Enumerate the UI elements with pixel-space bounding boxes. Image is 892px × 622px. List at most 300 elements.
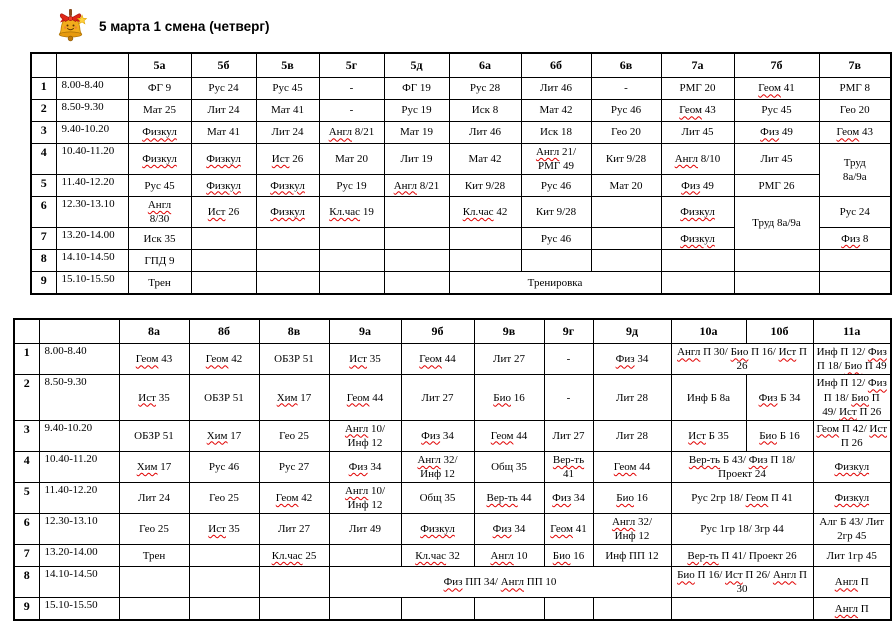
schedule-cell: Геом 43 (661, 100, 734, 122)
schedule-cell: Лит 27 (544, 420, 593, 451)
misspelled-word: Физкул (680, 206, 715, 219)
schedule-cell: Геом 44 (329, 375, 401, 420)
schedule-cell: Геом 41 (734, 78, 819, 100)
misspelled-word: Ист (208, 523, 226, 536)
class-header-9а: 9а (329, 319, 401, 344)
time-slot: 10.40-11.20 (56, 144, 128, 175)
schedule-cell: Гео 25 (119, 514, 189, 545)
misspelled-word: Физ (552, 492, 572, 505)
time-slot: 8.00-8.40 (39, 344, 119, 375)
misspelled-word: Физкул (206, 153, 241, 166)
schedule-cell: Ист 35 (119, 375, 189, 420)
misspelled-word: Геом (816, 422, 840, 435)
schedule-cell: Ист 26 (256, 144, 319, 175)
misspelled-word: Ист (688, 429, 706, 442)
schedule-cell: Англ 32/ Инф 12 (593, 514, 671, 545)
class-header-6а: 6а (449, 53, 521, 78)
class-header-6б: 6б (521, 53, 591, 78)
time-slot: 13.20-14.00 (56, 228, 128, 250)
misspelled-word: Кл.час (271, 549, 303, 562)
schedule-cell: РМГ 26 (734, 175, 819, 197)
misspelled-word: Геом (836, 126, 860, 139)
misspelled-word: Англ (500, 576, 525, 589)
time-slot: 8.50-9.30 (56, 100, 128, 122)
misspelled-word: Физ (760, 126, 780, 139)
schedule-cell (319, 250, 384, 272)
header-row (14, 319, 891, 344)
schedule-cell: Рус 45 (128, 175, 191, 197)
period-number: 6 (31, 197, 56, 228)
schedule-cell: Лит 27 (401, 375, 474, 420)
misspelled-word: Физ (867, 346, 887, 359)
schedule-cell: Тренировка (449, 272, 661, 295)
schedule-cell: Гео 20 (819, 100, 891, 122)
schedule-cell (119, 567, 189, 598)
schedule-cell: ОБЗР 51 (119, 420, 189, 451)
misspelled-word: Физ (758, 391, 778, 404)
schedule-cell (593, 598, 671, 621)
schedule-cell (191, 272, 256, 295)
schedule-cell: Лит 27 (259, 514, 329, 545)
schedule-cell: Трен (128, 272, 191, 295)
table-row (14, 514, 891, 545)
period-number: 4 (14, 451, 39, 482)
schedule-cell: Общ 35 (474, 451, 544, 482)
misspelled-word: Физкул (270, 206, 305, 219)
misspelled-word: Ист (839, 405, 857, 418)
schedule-cell: Трен (119, 545, 189, 567)
schedule-cell: Рус 28 (449, 78, 521, 100)
misspelled-word: Био (759, 429, 777, 442)
schedule-cell: ОБЗР 51 (259, 344, 329, 375)
misspelled-word: Англ (535, 146, 560, 158)
schedule-cell: Англ 8/21 (319, 122, 384, 144)
schedule-cell (259, 598, 329, 621)
misspelled-word: Англ (834, 576, 859, 589)
schedule-cell: Англ 10/ Инф 12 (329, 483, 401, 514)
schedule-cell: Физ 34 (401, 420, 474, 451)
schedule-cell (384, 228, 449, 250)
schedule-cell: Физ 34 (474, 514, 544, 545)
schedule-cell: Кл.час 42 (449, 197, 521, 228)
schedule-cell: ФГ 9 (128, 78, 191, 100)
misspelled-word: Англ (834, 602, 859, 615)
schedule-cell: Инф П 12/ Физ П 18/ Био П 49/ Ист П 26 (813, 375, 891, 420)
schedule-cell (319, 228, 384, 250)
schedule-cell (191, 250, 256, 272)
misspelled-word: Англ (772, 569, 797, 582)
misspelled-word: Физ (492, 523, 512, 536)
table-row (31, 250, 891, 272)
schedule-cell: Мат 25 (128, 100, 191, 122)
class-header-11а: 11а (813, 319, 891, 344)
schedule-cell: Труд 8а/9а (819, 144, 891, 197)
period-number: 2 (14, 375, 39, 420)
schedule-cell (671, 598, 813, 621)
table-row (31, 272, 891, 295)
schedule-cell: Геом 44 (593, 451, 671, 482)
misspelled-word: Ист (349, 353, 367, 366)
schedule-cell (191, 228, 256, 250)
table-row (31, 175, 891, 197)
period-number: 7 (31, 228, 56, 250)
schedule-cell (591, 250, 661, 272)
schedule-cell (734, 250, 819, 272)
misspelled-word: Физ (443, 576, 463, 589)
schedule-cell: Хим 17 (119, 451, 189, 482)
schedule-cell: Ист 35 (189, 514, 259, 545)
table-row (14, 375, 891, 420)
misspelled-word: Ист (869, 422, 888, 435)
schedule-cell (119, 598, 189, 621)
table-row (31, 78, 891, 100)
page-title: 5 марта 1 смена (четверг) (99, 18, 270, 34)
time-slot: 8.50-9.30 (39, 375, 119, 420)
misspelled-word: Физ (615, 353, 635, 366)
time-slot: 11.40-12.20 (39, 483, 119, 514)
table-row (14, 420, 891, 451)
schedule-cell: Лит 28 (593, 375, 671, 420)
period-number: 1 (14, 344, 39, 375)
schedule-cell: Геом 41 (544, 514, 593, 545)
schedule-cell: Гео 25 (259, 420, 329, 451)
schedule-cell: - (319, 78, 384, 100)
class-header-9г: 9г (544, 319, 593, 344)
schedule-cell: Алг Б 43/ Лит 2гр 45 (813, 514, 891, 545)
class-header-7б: 7б (734, 53, 819, 78)
schedule-cell (474, 598, 544, 621)
misspelled-word: Кл.час (329, 206, 361, 219)
misspelled-word: Геом (419, 353, 442, 366)
misspelled-word: Геом (490, 429, 514, 442)
schedule-cell (401, 598, 474, 621)
bell-icon (52, 8, 89, 45)
misspelled-word: Хим (276, 391, 298, 404)
schedule-cell: Кит 9/28 (591, 144, 661, 175)
class-header-10а: 10а (671, 319, 746, 344)
schedule-cell: Вер-ть Б 43/ Физ П 18/ Проект 24 (671, 451, 813, 482)
misspelled-word: Геом (613, 460, 637, 473)
schedule-cell: РМГ 8 (819, 78, 891, 100)
misspelled-word: Вер-ть (688, 453, 721, 466)
schedule-cell (256, 175, 319, 197)
misspelled-word: Био (677, 569, 695, 582)
misspelled-word: Англ (417, 453, 441, 466)
misspelled-word: Физ (681, 179, 701, 192)
period-number: 5 (31, 175, 56, 197)
schedule-cell: Рус 46 (521, 228, 591, 250)
schedule-cell: Иск 18 (521, 122, 591, 144)
misspelled-word: Геом (346, 391, 370, 404)
schedule-cell (384, 197, 449, 228)
misspelled-word: Англ (147, 199, 172, 212)
header-row (31, 53, 891, 78)
schedule-cell: Инф П 12/ Физ П 18/ Био П 49 (813, 344, 891, 375)
schedule-cell (319, 272, 384, 295)
period-number: 7 (14, 545, 39, 567)
misspelled-word: Ист (207, 206, 226, 219)
schedule-cell: Мат 20 (591, 175, 661, 197)
misspelled-word: Физ (348, 460, 368, 473)
schedule-cell: - (544, 344, 593, 375)
class-header-10б: 10б (746, 319, 813, 344)
time-slot: 10.40-11.20 (39, 451, 119, 482)
corner-cell (56, 53, 128, 78)
time-slot: 8.00-8.40 (56, 78, 128, 100)
class-header-5д: 5д (384, 53, 449, 78)
class-header-8а: 8а (119, 319, 189, 344)
table-row (14, 545, 891, 567)
schedule-cell: Геом 42 (189, 344, 259, 375)
schedule-cell: Мат 42 (521, 100, 591, 122)
schedule-cell: Физ ПП 34/ Англ ПП 10 (329, 567, 671, 598)
schedule-cell (256, 272, 319, 295)
schedule-cell: Лит 1гр 45 (813, 545, 891, 567)
schedule-cell: Физ 34 (544, 483, 593, 514)
table-row (31, 100, 891, 122)
misspelled-word: Био (851, 391, 869, 404)
schedule-cell: Кл.час 32 (401, 545, 474, 567)
schedule-cell: Био П 16/ Ист П 26/ Англ П 30 (671, 567, 813, 598)
time-slot: 15.10-15.50 (56, 272, 128, 295)
schedule-cell: Англ 21/ РМГ 49 (521, 144, 591, 175)
schedule-cell: Физ 34 (329, 451, 401, 482)
class-header-5в: 5в (256, 53, 319, 78)
schedule-cell (256, 250, 319, 272)
schedule-cell: ОБЗР 51 (189, 375, 259, 420)
misspelled-word: Геом (275, 492, 299, 505)
period-number: 1 (31, 78, 56, 100)
misspelled-word: Геом (205, 353, 229, 366)
schedule-cell: Вер-ть 44 (474, 483, 544, 514)
schedule-cell: Иск 8 (449, 100, 521, 122)
schedule-cell: Англ П (813, 598, 891, 621)
schedule-cell: Рус 46 (521, 175, 591, 197)
table-row (31, 144, 891, 175)
misspelled-word: Ист (138, 391, 156, 404)
misspelled-word: Физ (748, 453, 768, 466)
schedule-cell: Рус 46 (591, 100, 661, 122)
schedule-cell: Био 16 (474, 375, 544, 420)
schedule-cell: Хим 17 (189, 420, 259, 451)
schedule-cell (813, 451, 891, 482)
schedule-cell (256, 197, 319, 228)
misspelled-word: Англ (490, 549, 514, 562)
schedule-cell (329, 598, 401, 621)
schedule-cell (819, 250, 891, 272)
schedule-cell: Физ 34 (593, 344, 671, 375)
schedule-cell: Гео 20 (591, 122, 661, 144)
page-header (52, 6, 892, 46)
class-header-7а: 7а (661, 53, 734, 78)
schedule-cell: Инф Б 8а (671, 375, 746, 420)
schedule-cell (329, 545, 401, 567)
misspelled-word: Англ (344, 422, 369, 435)
misspelled-word: Физкул (206, 179, 241, 192)
schedule-cell: Геом 44 (401, 344, 474, 375)
time-slot: 12.30-13.10 (39, 514, 119, 545)
schedule-cell: Физ 49 (734, 122, 819, 144)
schedule-cell: Геом П 42/ Ист П 26 (813, 420, 891, 451)
misspelled-word: Ист (271, 153, 290, 166)
schedule-cell (819, 272, 891, 295)
corner-cell (39, 319, 119, 344)
time-slot: 14.10-14.50 (56, 250, 128, 272)
schedule-cell: Геом 43 (819, 122, 891, 144)
class-header-8в: 8в (259, 319, 329, 344)
schedule-cell: Мат 41 (191, 122, 256, 144)
schedule-cell: Рус 2гр 18/ Геом П 41 (671, 483, 813, 514)
schedule-cell: Хим 17 (259, 375, 329, 420)
schedule-cell (189, 598, 259, 621)
period-number: 3 (14, 420, 39, 451)
schedule-cell: Мат 20 (319, 144, 384, 175)
misspelled-word: Физкул (834, 460, 870, 473)
schedule-cell: Физ 49 (661, 175, 734, 197)
class-header-8б: 8б (189, 319, 259, 344)
schedule-cell: Рус 19 (319, 175, 384, 197)
schedule-cell: Лит 49 (329, 514, 401, 545)
schedule-cell: Мат 41 (256, 100, 319, 122)
time-slot: 9.40-10.20 (39, 420, 119, 451)
period-number: 8 (31, 250, 56, 272)
schedule-cell: ФГ 19 (384, 78, 449, 100)
misspelled-word: Био (844, 360, 863, 373)
schedule-cell: Англ 8/21 (384, 175, 449, 197)
schedule-cell (661, 272, 734, 295)
schedule-cell (384, 250, 449, 272)
schedule-cell: Англ 10/ Инф 12 (329, 420, 401, 451)
schedule-cell: Вер-ть П 41/ Проект 26 (671, 545, 813, 567)
schedule-cell (734, 272, 819, 295)
schedule-cell: Рус 27 (259, 451, 329, 482)
schedule-cell (449, 250, 521, 272)
schedule-cell: Ист 26 (191, 197, 256, 228)
misspelled-word: Геом (745, 492, 769, 505)
misspelled-word: Физкул (420, 523, 455, 536)
misspelled-word: Физ (867, 377, 887, 390)
schedule-cell (544, 598, 593, 621)
schedule-cell: Кит 9/28 (449, 175, 521, 197)
misspelled-word: Кл.час (415, 549, 447, 562)
schedule-cell: Кл.час 19 (319, 197, 384, 228)
class-header-9д: 9д (593, 319, 671, 344)
period-number: 6 (14, 514, 39, 545)
misspelled-word: Англ (328, 126, 352, 139)
schedule-cell: Труд 8а/9а (734, 197, 819, 250)
schedule-table-2-container (13, 318, 892, 621)
class-header-7в: 7в (819, 53, 891, 78)
schedule-cell: Англ П (813, 567, 891, 598)
schedule-cell: Англ 8/10 (661, 144, 734, 175)
class-header-9б: 9б (401, 319, 474, 344)
misspelled-word: Физкул (270, 179, 305, 192)
schedule-cell: РМГ 20 (661, 78, 734, 100)
misspelled-word: Био (493, 391, 511, 404)
schedule-cell: Ист 35 (329, 344, 401, 375)
schedule-cell: Англ 10 (474, 545, 544, 567)
schedule-cell: Лит 24 (256, 122, 319, 144)
schedule-cell (661, 228, 734, 250)
corner-cell (14, 319, 39, 344)
schedule-cell (401, 514, 474, 545)
period-number: 5 (14, 483, 39, 514)
class-header-6в: 6в (591, 53, 661, 78)
table-row (31, 197, 891, 228)
schedule-cell (128, 122, 191, 144)
schedule-cell: Рус 45 (256, 78, 319, 100)
schedule-cell (189, 567, 259, 598)
schedule-cell: - (544, 375, 593, 420)
misspelled-word: Био (730, 346, 749, 359)
schedule-cell: Лит 24 (119, 483, 189, 514)
schedule-cell (259, 567, 329, 598)
schedule-cell (661, 197, 734, 228)
time-slot: 12.30-13.10 (56, 197, 128, 228)
time-slot: 14.10-14.50 (39, 567, 119, 598)
misspelled-word: Физкул (142, 153, 177, 166)
misspelled-word: Англ (393, 179, 417, 192)
table-row (14, 598, 891, 621)
period-number: 8 (14, 567, 39, 598)
time-slot: 11.40-12.20 (56, 175, 128, 197)
schedule-cell (591, 228, 661, 250)
schedule-cell: Мат 19 (384, 122, 449, 144)
misspelled-word: Геом (679, 104, 702, 117)
schedule-cell: Геом 43 (119, 344, 189, 375)
misspelled-word: Вер-ть (552, 453, 585, 466)
schedule-cell: Геом 42 (259, 483, 329, 514)
class-header-9в: 9в (474, 319, 544, 344)
schedule-table-1-container (30, 52, 892, 295)
schedule-cell (128, 144, 191, 175)
misspelled-word: Хим (136, 460, 158, 473)
misspelled-word: Физкул (680, 232, 715, 245)
time-slot: 9.40-10.20 (56, 122, 128, 144)
schedule-cell (191, 175, 256, 197)
time-slot: 15.10-15.50 (39, 598, 119, 621)
misspelled-word: Био (616, 492, 634, 505)
schedule-cell (661, 250, 734, 272)
schedule-cell: Лит 46 (521, 78, 591, 100)
misspelled-word: Ист (778, 346, 797, 359)
misspelled-word: Физ (421, 429, 441, 442)
schedule-cell: Физ Б 34 (746, 375, 813, 420)
schedule-cell: Био Б 16 (746, 420, 813, 451)
class-header-5а: 5а (128, 53, 191, 78)
misspelled-word: Англ (611, 516, 636, 529)
schedule-cell: Гео 25 (189, 483, 259, 514)
schedule-cell: Англ 32/ Инф 12 (401, 451, 474, 482)
misspelled-word: Вер-ть (486, 492, 518, 505)
schedule-cell (591, 197, 661, 228)
period-number: 9 (14, 598, 39, 621)
schedule-cell: Био 16 (544, 545, 593, 567)
schedule-cell (256, 228, 319, 250)
schedule-cell: - (591, 78, 661, 100)
misspelled-word: Био (552, 549, 571, 562)
table-row (14, 451, 891, 482)
schedule-cell: Рус 24 (819, 197, 891, 228)
schedule-cell: Кит 9/28 (521, 197, 591, 228)
schedule-cell: Мат 42 (449, 144, 521, 175)
table-row (14, 567, 891, 598)
misspelled-word: Ист (725, 569, 743, 582)
period-number: 3 (31, 122, 56, 144)
misspelled-word: Геом (135, 353, 159, 366)
misspelled-word: Геом (758, 82, 781, 95)
schedule-cell: Рус 1гр 18/ 3гр 44 (671, 514, 813, 545)
